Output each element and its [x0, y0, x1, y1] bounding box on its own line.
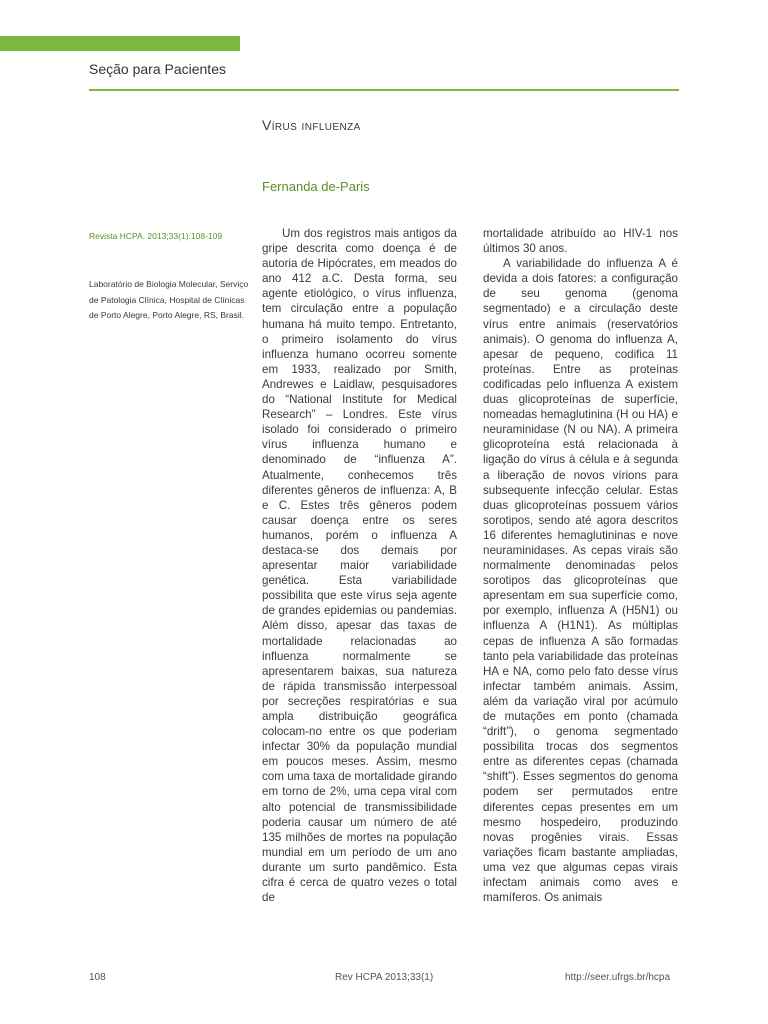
page-number: 108: [89, 972, 106, 983]
header-accent-bar: [0, 36, 240, 51]
paragraph-continuation: mortalidade atribuído ao HIV-1 nos últimos 30 anos.: [483, 227, 678, 256]
author-affiliation: Laboratório de Biologia Molecular, Serviço de Patologia Clínica, Hospital de Clínicas de Porto Alegre, Porto Alegre, RS, Brasil.: [89, 279, 249, 320]
body-column-right: [483, 226, 678, 905]
body-column-left: [262, 226, 457, 905]
section-label: Seção para Pacientes: [89, 61, 226, 77]
paragraph-variability: A variabilidade do influenza A é devida a dois fatores: a configuração de seu genoma (genoma segmentado) e a circulação deste vírus entre animais (reservatórios animais). O genoma do influenza A, apesar de pequeno, codifica 11 proteínas. Entre as proteínas codificadas pelo influenza A existem duas glicoproteínas de superfície, nomeadas hemaglutinina (H ou HA) e neuraminidase (N ou NA). A primeira glicoproteína está relacionada à ligação do vírus à célula e à segunda a liberação de novos vírions para subsequente infecção celular. Estas duas glicoproteínas possuem vários sorotipos, sendo até agora descritos 16 diferentes hemaglutininas e nove neuraminidases. As cepas virais são normalmente denominadas pelos sorotipos das glicoproteínas que apresentam em sua superfície como, por exemplo, influenza A (H5N1) ou influenza A (H1N1). As múltiplas cepas de influenza A são formadas tanto pela variabilidade das proteínas HA e NA, como pelo fato desse vírus infectar também animais. Assim, além da variação viral por acúmulo de mutações em ponto (chamada “drift”), o genoma segmentado possibilita trocas dos segmentos entre as diferentes cepas (chamada “shift”). Esses segmentos do genoma podem ser permutados entre diferentes cepas presentes em um mesmo hospedeiro, produzindo novas progênies virais. Essas variações ficam bastante ampliadas, uma vez que algumas cepas virais infectam animais como aves e mamíferos. Os animais: [483, 257, 678, 905]
paragraph-intro: Um dos registros mais antigos da gripe descrita como doença é de autoria de Hipócrates, em meados do ano 412 a.C. Desta forma, seu agente etiológico, o vírus influenza, tem circulação entre a população humana há muito tempo. Entretanto, o primeiro isolamento do vírus influenza humano ocorreu somente em 1933, realizado por Smith, Andrewes e Laidlaw, pesquisadores do “National Institute for Medical Research” – Londres. Este vírus isolado foi considerado o primeiro vírus influenza humano e denominado de “influenza A”. Atualmente, conhecemos três diferentes gêneros de influenza: A, B e C. Estes três gêneros podem causar doença entre os seres humanos, porém o influenza A destaca-se dos demais por apresentar maior variabilidade genética. Esta variabilidade possibilita que este vírus seja agente de grandes epidemias ou pandemias. Além disso, apesar das taxas de mortalidade relacionadas ao influenza normalmente se apresentarem baixas, sua natureza de rápida transmissão interpessoal por secreções respiratórias e sua ampla distribuição geográfica colocam-no entre os que poderiam infectar 30% da população mundial em poucos meses. Assim, mesmo com uma taxa de mortalidade girando em torno de 2%, uma cepa viral com alto potencial de transmissibilidade poderia causar um número de até 135 milhões de mortes na população mundial em um período de um ano durante um surto pandêmico. Esta cifra é cerca de quatro vezes o total de: [262, 227, 457, 905]
citation: Revista HCPA. 2013;33(1):108-109: [89, 231, 223, 241]
footer-url[interactable]: http://seer.ufrgs.br/hcpa: [565, 972, 671, 983]
footer-journal: Rev HCPA 2013;33(1): [335, 972, 434, 983]
article-title: Vírus influenza: [262, 117, 361, 133]
article-author: Fernanda de-Paris: [262, 179, 370, 194]
section-divider: [89, 89, 679, 91]
